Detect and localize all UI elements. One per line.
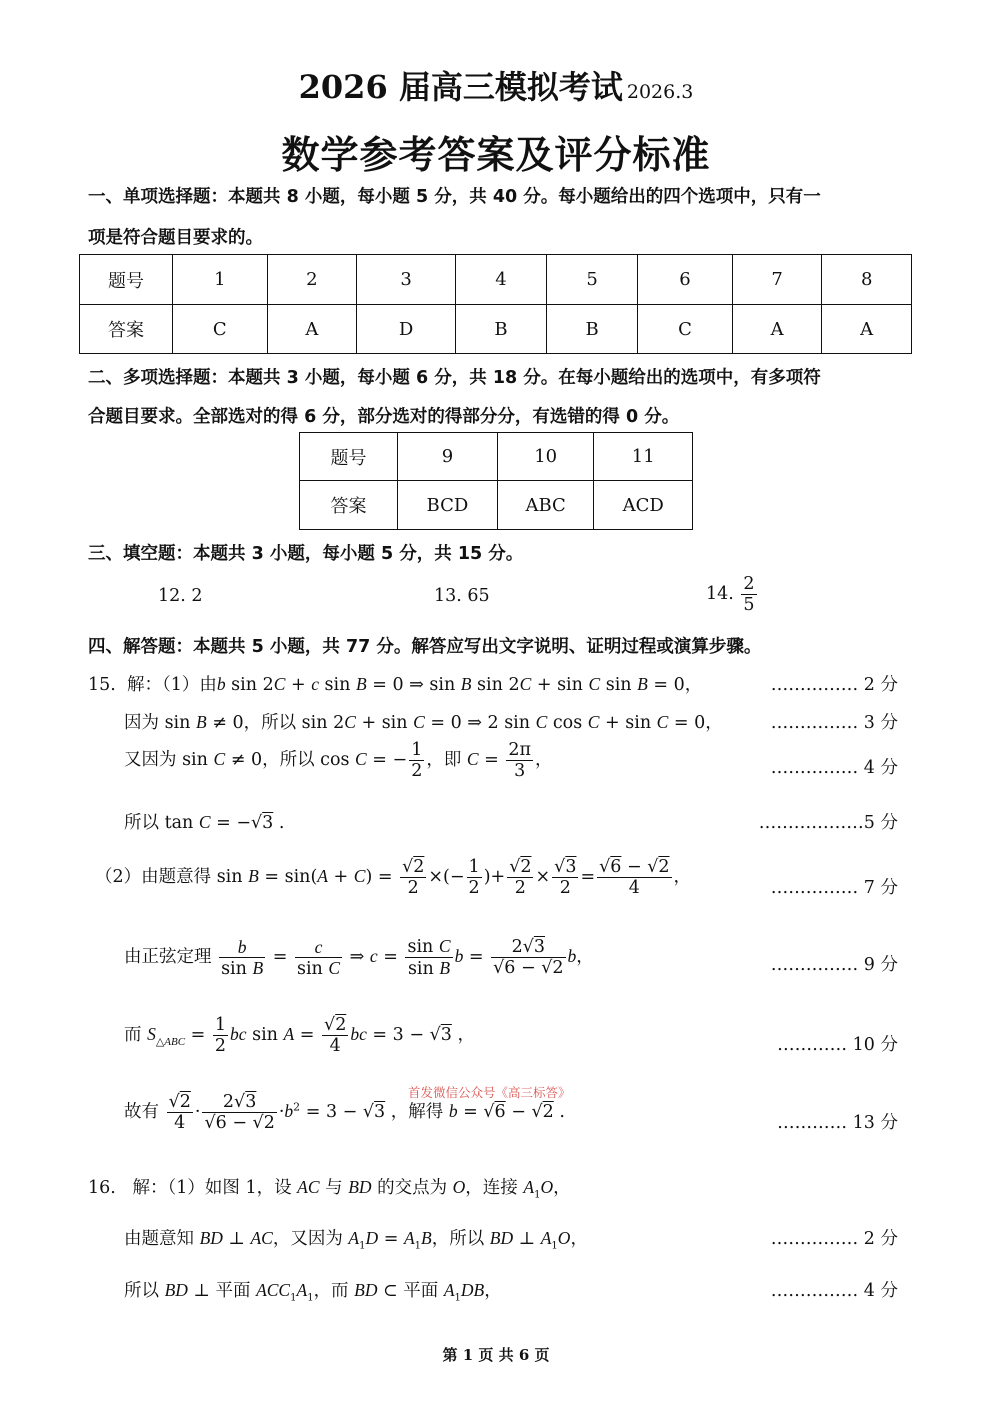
section2-heading-line1: 二、多项选择题：本题共 3 小题，每小题 6 分，共 18 分。在每小题给出的选项中，有多项符 [88, 368, 821, 388]
p15-line5: （2）由题意得 sin B = sin(A + C) = $\frac{√2}{2}$ ×(− $\frac{1}{2}$ )+ $\frac{√2}{2}$ × $\frac{√3}{2}$ = $\frac{√6 - √2}{4}$ ， [95, 857, 692, 899]
answer-cell: B [547, 305, 638, 354]
p15-line1: 15. 解：（1）由b sin 2C + c sin B = 0 ⇒ sin B sin 2C + sin C sin B = 0， [88, 674, 703, 695]
document-subtitle: 数学参考答案及评分标准 [281, 133, 711, 177]
score-mark: …………… 2 分 [770, 675, 898, 695]
question-number: 9 [398, 433, 498, 481]
section4-heading: 四、解答题：本题共 5 小题，共 77 分。解答应写出文字说明、证明过程或演算步骤。 [88, 637, 762, 657]
score-mark: …………… 9 分 [770, 955, 898, 975]
page-footer: 第 1 页 共 6 页 [442, 1346, 550, 1364]
answer-cell: B [455, 305, 546, 354]
p15-line7: 而 $S_{\triangle ABC}$ = $\frac{1}{2}$ bc sin A = $\frac{√2}{4}$ bc = 3 − √3 ， [124, 1015, 475, 1057]
score-mark: …………… 7 分 [770, 878, 898, 898]
score-mark: …………… 3 分 [770, 713, 898, 733]
p15-line3: 又因为 sin C ≠ 0，所以 cos C = − $\frac{1}{2}$ ，即 C = $\frac{2\pi}{3}$ ， [124, 740, 553, 782]
question-number: 5 [547, 255, 638, 305]
fill-answer-12: 12. 2 [158, 586, 203, 606]
score-mark: ………… 13 分 [777, 1113, 898, 1133]
fraction-two-fifths: $\frac{2}{5}$ [743, 574, 755, 616]
table-row-answers [300, 481, 693, 530]
section2-heading-line2: 合题目要求。全部选对的得 6 分，部分选对的得部分分，有选错的得 0 分。 [88, 407, 680, 427]
answer-cell: C [173, 305, 268, 354]
exam-title-text: 2026 届高三模拟考试 [298, 68, 623, 106]
score-mark: …………… 4 分 [770, 1281, 898, 1301]
question-number: 4 [455, 255, 546, 305]
answer-cell: A [822, 305, 912, 354]
p16-line2: 由题意知 BD ⊥ AC，又因为 $A_1D = A_1B$，所以 BD ⊥ $A_1O$， [124, 1228, 588, 1252]
p15-line2: 因为 sin B ≠ 0，所以 sin 2C + sin C = 0 ⇒ 2 sin C cos C + sin C = 0， [124, 712, 723, 733]
question-number: 7 [732, 255, 822, 305]
row-label-question: 题号 [80, 255, 173, 305]
answer-cell: BCD [398, 481, 498, 530]
row-label-answer: 答案 [300, 481, 398, 530]
multi-choice-answer-table [299, 432, 693, 530]
score-mark: ………………5 分 [758, 813, 898, 833]
p15-line4: 所以 tan C = −√3 . [124, 812, 285, 833]
p16-line3: 所以 BD ⊥ 平面 $ACC_1A_1$，而 BD ⊂ 平面 $A_1DB$， [124, 1280, 502, 1304]
question-number: 2 [267, 255, 357, 305]
answer-cell: C [638, 305, 733, 354]
question-number: 1 [173, 255, 268, 305]
score-mark: …………… 2 分 [770, 1229, 898, 1249]
section1-heading-line2: 项是符合题目要求的。 [88, 228, 263, 248]
row-label-question: 题号 [300, 433, 398, 481]
exam-date: 2026.3 [626, 81, 694, 103]
question-number: 11 [594, 433, 693, 481]
exam-title [0, 62, 992, 108]
score-mark: ………… 10 分 [777, 1035, 898, 1055]
question-number: 10 [497, 433, 594, 481]
question-number: 6 [638, 255, 733, 305]
table-row-questions [300, 433, 693, 481]
single-choice-answer-table [79, 254, 912, 354]
p16-line1: 16. 解：（1）如图 1，设 AC 与 BD 的交点为 O，连接 $A_1O$， [88, 1177, 571, 1201]
fill-answer-13: 13. 65 [434, 586, 490, 606]
watermark-text: 首发微信公众号《高三标答》 [408, 1085, 571, 1100]
question-number: 3 [357, 255, 456, 305]
row-label-answer: 答案 [80, 305, 173, 354]
fill-answer-14-label: 14. [706, 584, 734, 605]
answer-cell: D [357, 305, 456, 354]
fill-answer-14 [706, 574, 759, 615]
p15-line8: 故有 $\frac{√2}{4}$ · $\frac{2√3}{√6 - √2}$ $\cdot b^2 = 3 - √3$ ，解得 b = √6 − √2 . [124, 1092, 565, 1134]
section3-heading: 三、填空题：本题共 3 小题，每小题 5 分，共 15 分。 [88, 544, 524, 564]
score-mark: …………… 4 分 [770, 758, 898, 778]
table-row-answers [80, 305, 912, 354]
answer-cell: ACD [594, 481, 693, 530]
p15-line6: 由正弦定理 $\frac{b}{\text{sin B}}$ = $\frac{c}{\text{sin C}}$ ⇒ c = $\frac{\text{sin C}}{\text{sin B}}$ b = $\frac{2√3}{√6 - √2}$ b， [124, 936, 594, 980]
section1-heading-line1: 一、单项选择题：本题共 8 小题，每小题 5 分，共 40 分。每小题给出的四个选项中，只有一 [88, 187, 821, 207]
table-row-questions [80, 255, 912, 305]
answer-cell: A [267, 305, 357, 354]
question-number: 8 [822, 255, 912, 305]
answer-cell: A [732, 305, 822, 354]
answer-cell: ABC [497, 481, 594, 530]
